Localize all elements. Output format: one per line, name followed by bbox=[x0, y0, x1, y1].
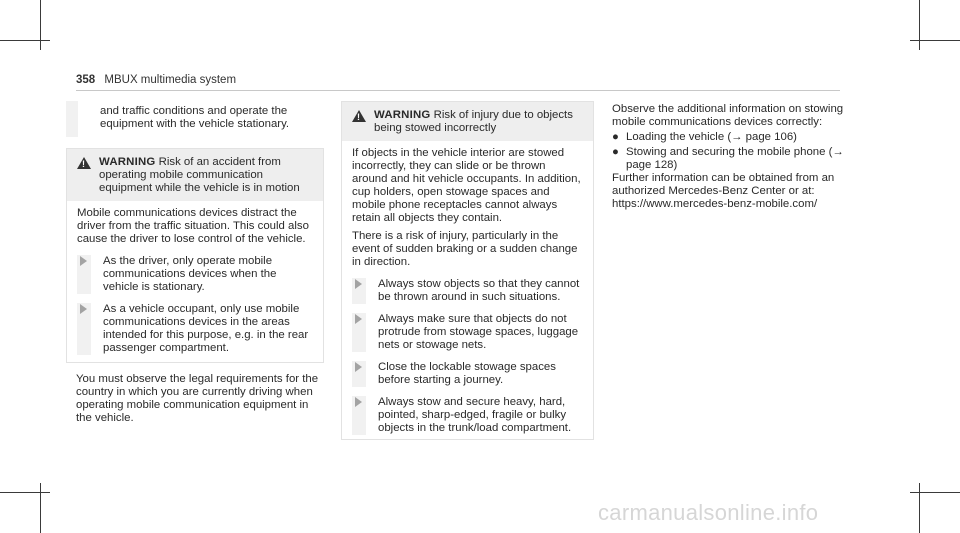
warning-text: If objects in the vehicle interior are stowed incorrectly, they can slide or be thrown around and hit vehicle occupants. In addition, cup holders, open stowage spaces and mobile phone receptacles cannot always retain all objects they contain. bbox=[352, 147, 581, 224]
warning-step-text: As the driver, only operate mobile communications devices when the vehicle is stationary. bbox=[103, 255, 277, 293]
warning-step-text: Always stow objects so that they cannot be thrown around in such situations. bbox=[378, 278, 580, 303]
bullet-icon: ● bbox=[612, 131, 619, 143]
continued-step bbox=[66, 101, 324, 137]
website-url[interactable]: https://www.mercedes-benz-mobile.com/ bbox=[612, 198, 818, 210]
warning-step-text: Always make sure that objects do not protrude from stowage spaces, luggage nets or stowage nets. bbox=[378, 313, 579, 351]
crop-mark bbox=[910, 40, 960, 41]
crop-mark bbox=[919, 0, 920, 50]
continued-step-text: and traffic conditions and operate the equipment with the vehicle stationary. bbox=[100, 105, 290, 130]
warning-heading: Risk of injury due to objects being stowed incorrectly bbox=[374, 109, 573, 134]
list-item bbox=[612, 146, 852, 172]
warning-step bbox=[352, 278, 583, 304]
crop-mark bbox=[910, 492, 960, 493]
arrow-right-icon bbox=[355, 362, 362, 372]
warning-text: Mobile communications devices distract the driver from the traffic situation. This could also cause the driver to lose control of the vehicle. bbox=[77, 207, 309, 245]
warning-step-text: As a vehicle occupant, only use mobile communications devices in the areas intended for this purpose, e.g. in the rear passenger compartment. bbox=[103, 303, 309, 354]
header-rule bbox=[76, 90, 840, 91]
warning-text: There is a risk of injury, particularly in the event of sudden braking or a sudden change in direction. bbox=[352, 230, 578, 268]
section-title: MBUX multimedia system bbox=[104, 74, 237, 86]
warning-label: WARNING bbox=[374, 109, 431, 121]
warning-step-text: Close the lockable stowage spaces before starting a journey. bbox=[378, 361, 556, 386]
warning-step bbox=[352, 313, 583, 352]
crop-mark bbox=[0, 492, 50, 493]
warning-step bbox=[352, 361, 583, 387]
warning-box-accident bbox=[66, 148, 324, 363]
page-number: 358 bbox=[76, 74, 96, 86]
arrow-right-icon bbox=[355, 279, 362, 289]
arrow-right-icon bbox=[355, 314, 362, 324]
warning-body bbox=[67, 201, 323, 365]
warning-step-text: Always stow and secure heavy, hard, pointed, sharp-edged, fragile or bulky objects in the trunk/load compartment. bbox=[378, 396, 572, 434]
watermark: carmanualsonline.info bbox=[598, 500, 819, 525]
warning-label: WARNING bbox=[99, 156, 156, 168]
page-header bbox=[76, 74, 236, 86]
list-item bbox=[612, 131, 852, 144]
col3-text bbox=[612, 103, 852, 211]
crop-mark bbox=[40, 483, 41, 533]
bullet-icon: ● bbox=[612, 146, 619, 158]
crop-mark bbox=[919, 483, 920, 533]
warning-header bbox=[342, 102, 593, 141]
step-bar bbox=[66, 101, 78, 137]
arrow-right-icon bbox=[80, 304, 87, 314]
warning-step bbox=[77, 303, 313, 355]
intro-paragraph: Observe the additional information on stowing mobile communications devices correctly: bbox=[612, 103, 844, 128]
cross-reference-link[interactable]: Loading the vehicle (→ page 106) bbox=[626, 131, 797, 143]
warning-body bbox=[342, 141, 593, 445]
warning-triangle-icon bbox=[77, 157, 91, 169]
arrow-right-icon bbox=[355, 397, 362, 407]
warning-heading: Risk of an accident from operating mobile communication equipment while the vehicle is in motion bbox=[99, 156, 300, 194]
warning-step bbox=[352, 396, 583, 435]
cross-reference-link[interactable]: Stowing and securing the mobile phone (→ page 128) bbox=[626, 146, 844, 171]
warning-box-injury bbox=[341, 101, 594, 440]
warning-header bbox=[67, 149, 323, 201]
arrow-right-icon bbox=[80, 256, 87, 266]
legal-paragraph: You must observe the legal requirements for the country in which you are currently driving when operating mobile communication equipment in the vehicle. bbox=[76, 373, 319, 424]
crop-mark bbox=[40, 0, 41, 50]
further-info: Further information can be obtained from an authorized Mercedes-Benz Center or at: bbox=[612, 172, 835, 197]
warning-triangle-icon bbox=[352, 110, 366, 122]
warning-step bbox=[77, 255, 313, 294]
crop-mark bbox=[0, 40, 50, 41]
